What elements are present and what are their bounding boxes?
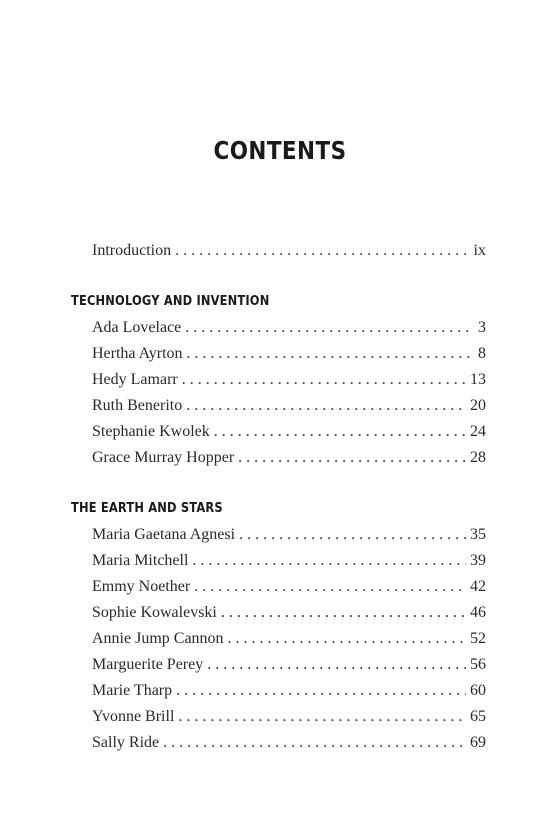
dot-leader — [239, 526, 466, 544]
dot-leader — [163, 734, 466, 752]
toc-entry-name: Annie Jump Cannon — [92, 630, 224, 647]
toc-entry[interactable] — [92, 371, 486, 389]
toc-entry[interactable] — [92, 708, 486, 726]
toc-entry-page: 28 — [470, 449, 486, 466]
toc-entry-page: 69 — [470, 734, 486, 751]
dot-leader — [228, 630, 466, 648]
toc-entry[interactable] — [92, 578, 486, 596]
toc-entry[interactable] — [92, 682, 486, 700]
dot-leader — [194, 578, 466, 596]
toc-entry-name: Sophie Kowalevski — [92, 604, 217, 621]
dot-leader — [221, 604, 466, 622]
toc-entry-page: 8 — [478, 345, 486, 362]
toc-entry-name: Maria Mitchell — [92, 552, 189, 569]
dot-leader — [176, 682, 466, 700]
toc-entry[interactable] — [92, 552, 486, 570]
toc-entry-page: 46 — [470, 604, 486, 621]
toc-entry-page: 39 — [470, 552, 486, 569]
dot-leader — [182, 371, 466, 389]
toc-entry-page: 3 — [478, 319, 486, 336]
toc-entry[interactable] — [92, 397, 486, 415]
toc-entry-page: ix — [473, 242, 486, 259]
toc-entry-page: 35 — [470, 526, 486, 543]
dot-leader — [192, 552, 466, 570]
toc-entry-page: 42 — [470, 578, 486, 595]
toc-entry-name: Marguerite Perey — [92, 656, 204, 673]
toc-entry[interactable] — [92, 319, 486, 337]
toc-entry[interactable] — [92, 526, 486, 544]
dot-leader — [187, 345, 474, 363]
toc-entry-name: Introduction — [92, 242, 172, 259]
dot-leader — [175, 242, 469, 260]
toc-entry-page: 60 — [470, 682, 486, 699]
toc-entry[interactable] — [92, 604, 486, 622]
toc-entry-name: Marie Tharp — [92, 682, 173, 699]
toc-entry[interactable] — [92, 449, 486, 467]
page-title: CONTENTS — [213, 136, 347, 165]
toc-entry-page: 13 — [470, 371, 486, 388]
toc-entry-name: Ada Lovelace — [92, 319, 182, 336]
toc-entry[interactable] — [92, 656, 486, 674]
toc-entry-introduction[interactable] — [92, 242, 486, 260]
toc-entry-name: Maria Gaetana Agnesi — [92, 526, 236, 543]
toc-entry-name: Hedy Lamarr — [92, 371, 178, 388]
dot-leader — [185, 319, 474, 337]
toc-entry-name: Sally Ride — [92, 734, 160, 751]
toc-entry-page: 20 — [470, 397, 486, 414]
toc-entry-page: 24 — [470, 423, 486, 440]
toc-entry[interactable] — [92, 345, 486, 363]
dot-leader — [207, 656, 466, 674]
toc-entry-name: Yvonne Brill — [92, 708, 175, 725]
toc-entry-name: Emmy Noether — [92, 578, 191, 595]
toc-entry-name: Grace Murray Hopper — [92, 449, 235, 466]
toc-entry-page: 56 — [470, 656, 486, 673]
dot-leader — [186, 397, 466, 415]
toc-entry-page: 65 — [470, 708, 486, 725]
section-heading-earth-stars: THE EARTH AND STARS — [71, 501, 223, 516]
dot-leader — [214, 423, 466, 441]
section-heading-technology: TECHNOLOGY AND INVENTION — [71, 294, 270, 309]
toc-entry-page: 52 — [470, 630, 486, 647]
toc-entry[interactable] — [92, 630, 486, 648]
toc-entry-name: Stephanie Kwolek — [92, 423, 210, 440]
toc-entry[interactable] — [92, 734, 486, 752]
toc-entry-name: Hertha Ayrton — [92, 345, 183, 362]
dot-leader — [178, 708, 466, 726]
dot-leader — [238, 449, 466, 467]
toc-entry-name: Ruth Benerito — [92, 397, 183, 414]
toc-entry[interactable] — [92, 423, 486, 441]
